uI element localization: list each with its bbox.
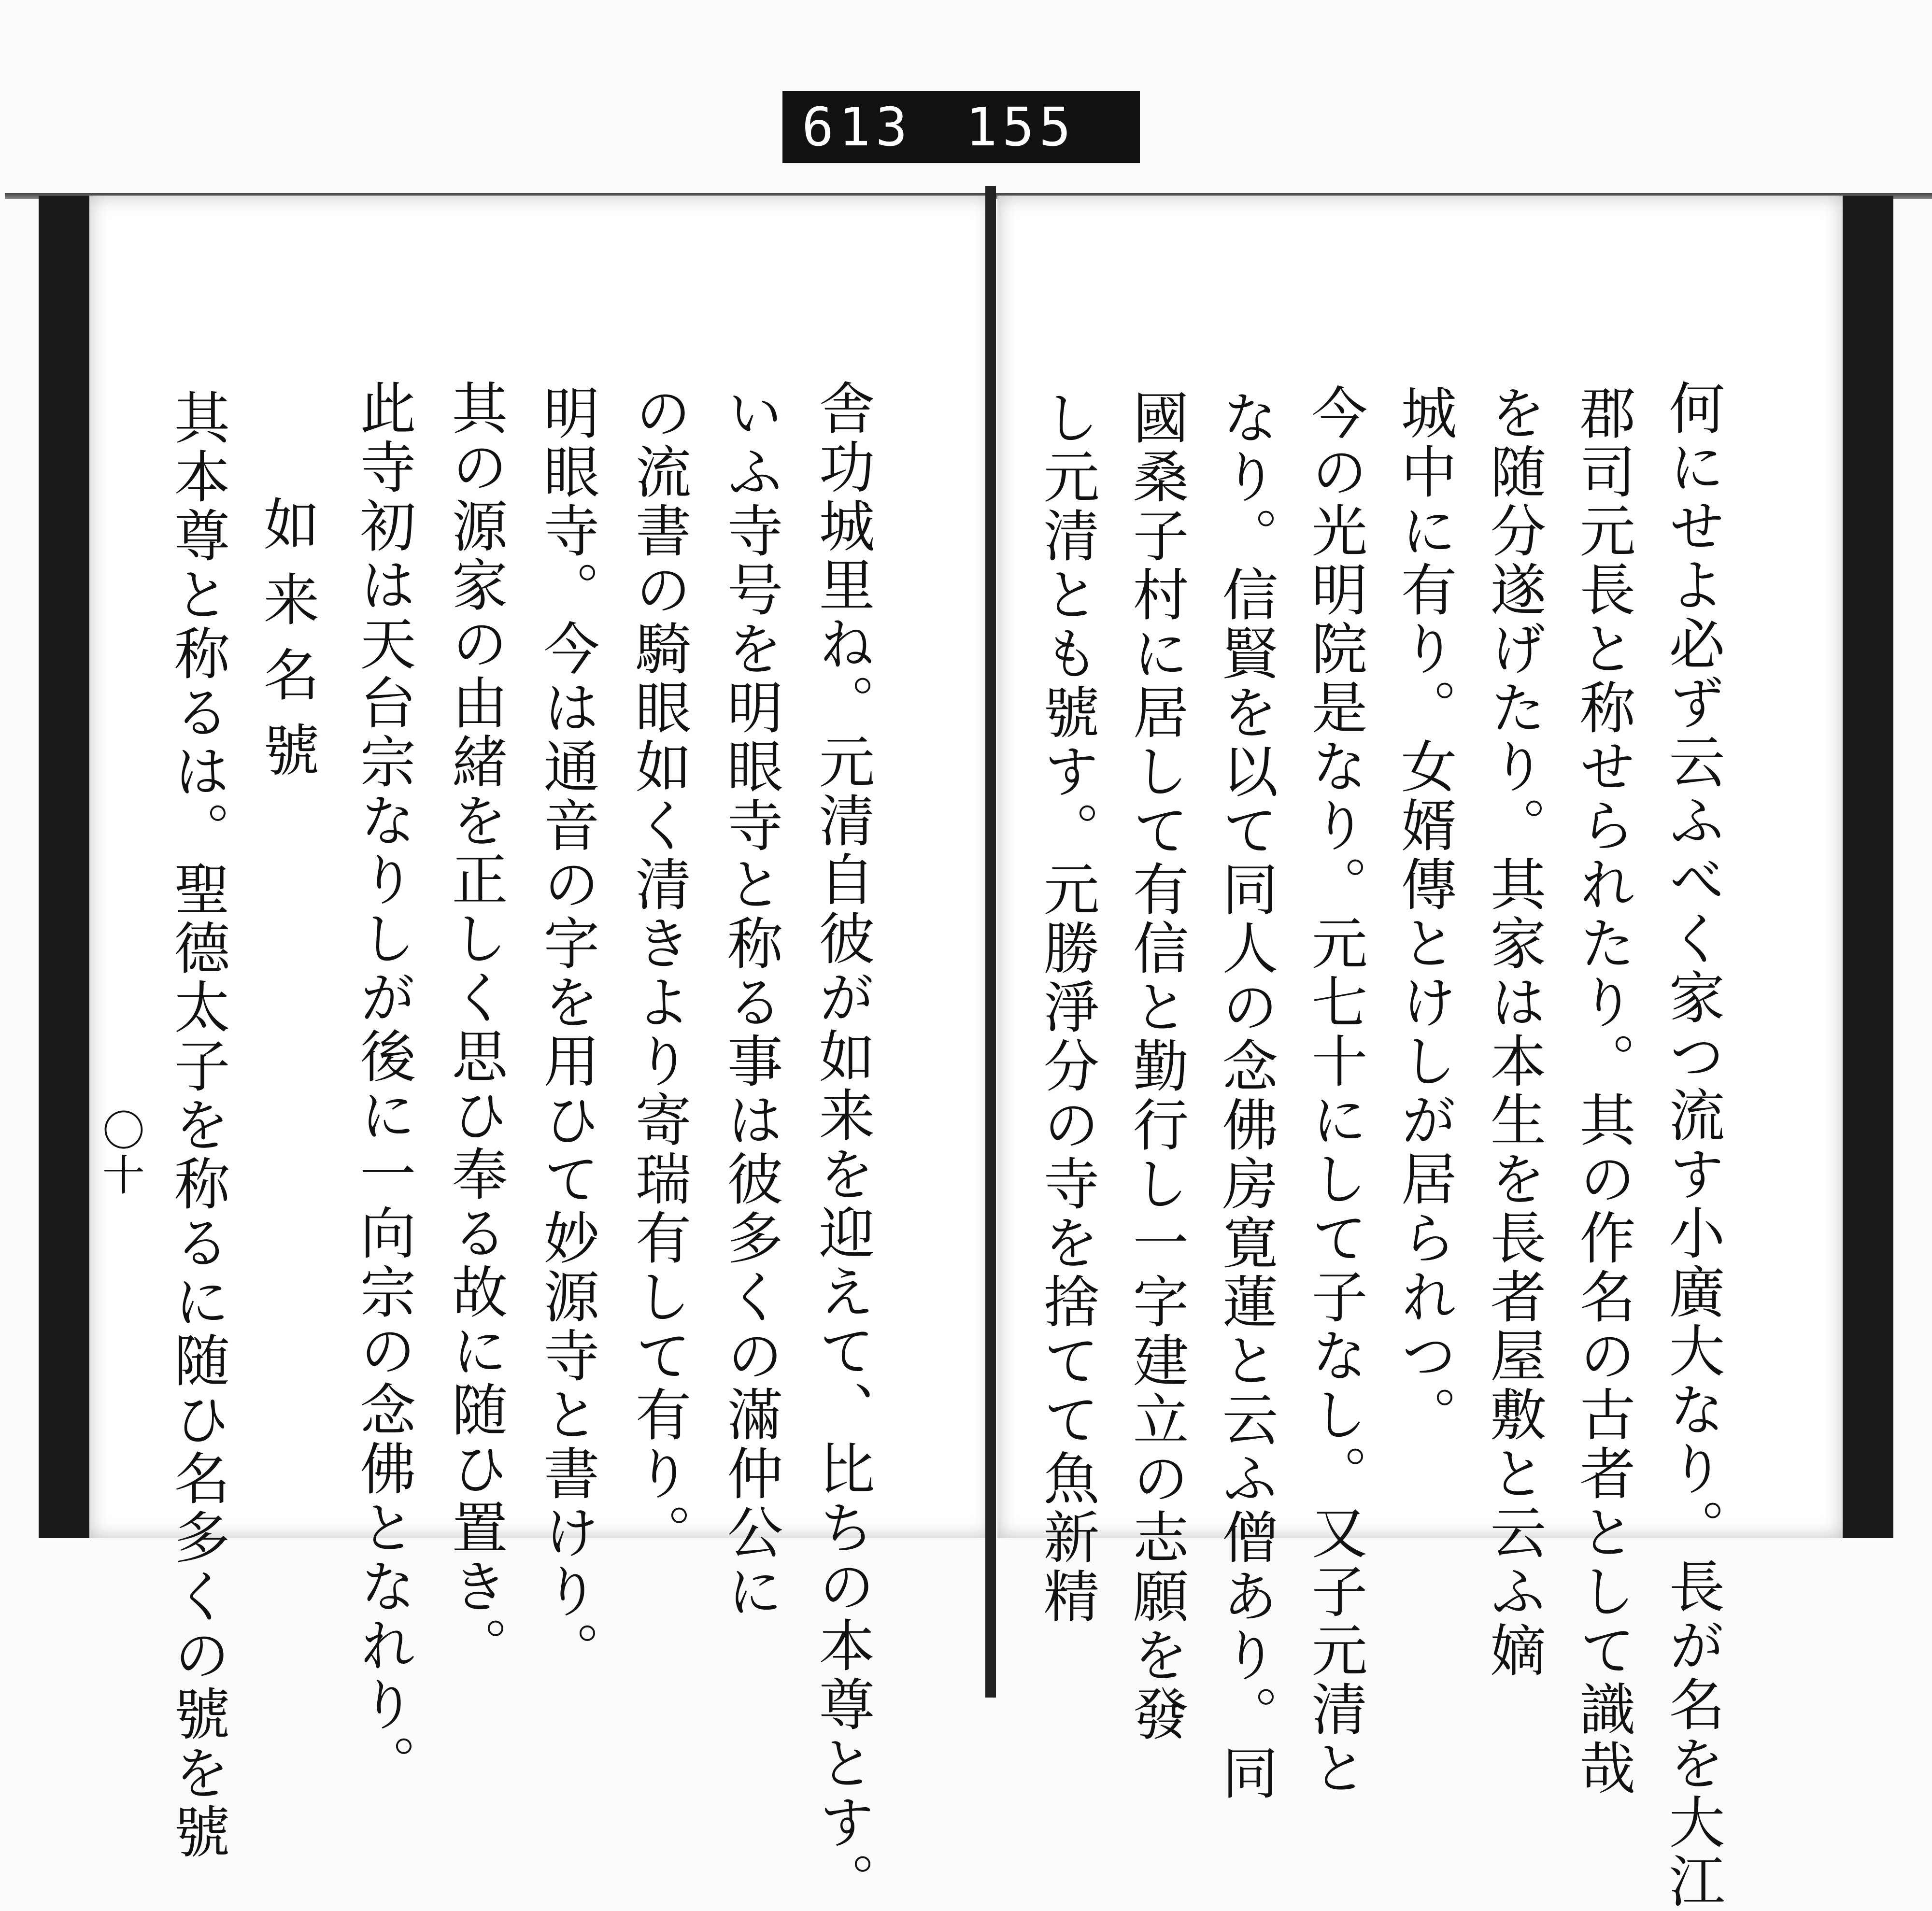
left-page <box>89 196 993 1911</box>
page-number: 〇十 <box>96 1108 145 1197</box>
book-cover-left <box>39 196 92 1538</box>
catalog-label-left: 613 <box>802 96 912 158</box>
section-heading: 如来名號 <box>254 495 319 796</box>
text-column: 國桑子村に居して有信と勤行し一字建立の志願を發 <box>1123 389 1189 1744</box>
text-column: 其本尊と称るは。聖德太子を称るに随ひ名多くの號を號 <box>165 389 230 1862</box>
text-column: 何にせよ必ず云ふべく家つ流す小廣大なり。長が名を大江 <box>1660 379 1725 1911</box>
text-column: 舎功城里ね。元清自彼が如来を迎えて、比ちの本尊とす。 <box>810 379 875 1911</box>
text-column: の流書の騎眼如く清きより寄瑞有して有り。 <box>626 384 691 1562</box>
book-cover-right <box>1840 196 1893 1538</box>
text-column: を随分遂げたり。其家は本生を長者屋敷と云ふ嫡 <box>1481 384 1546 1680</box>
text-column: なり。信賢を以て同人の念佛房寛蓮と云ふ僧あり。同 <box>1213 389 1278 1803</box>
text-column: 此寺初は天台宗なりしが後に一向宗の念佛となれり。 <box>351 379 416 1793</box>
text-column: し元清とも號す。元勝淨分の寺を捨てて魚新精 <box>1034 389 1099 1626</box>
text-column: いふ寺号を明眼寺と称る事は彼多くの滿仲公に <box>718 384 783 1621</box>
right-page <box>997 196 1843 1911</box>
text-column: 今の光明院是なり。元七十にして子なし。又子元清と <box>1302 384 1367 1798</box>
text-column: 明眼寺。今は通音の字を用ひて妙源寺と書けり。 <box>534 384 599 1680</box>
catalog-label <box>782 91 1140 163</box>
text-column: 城中に有り。女婿傳とけしが居られつ。 <box>1392 384 1457 1444</box>
book-gutter <box>985 186 996 1698</box>
text-column: 郡司元長と称せられたり。其の作名の古者として識哉 <box>1570 384 1635 1798</box>
catalog-label-right: 155 <box>965 96 1076 158</box>
text-column: 其の源家の由緒を正しく思ひ奉る故に随ひ置き。 <box>442 379 508 1675</box>
open-book <box>39 196 1893 1911</box>
